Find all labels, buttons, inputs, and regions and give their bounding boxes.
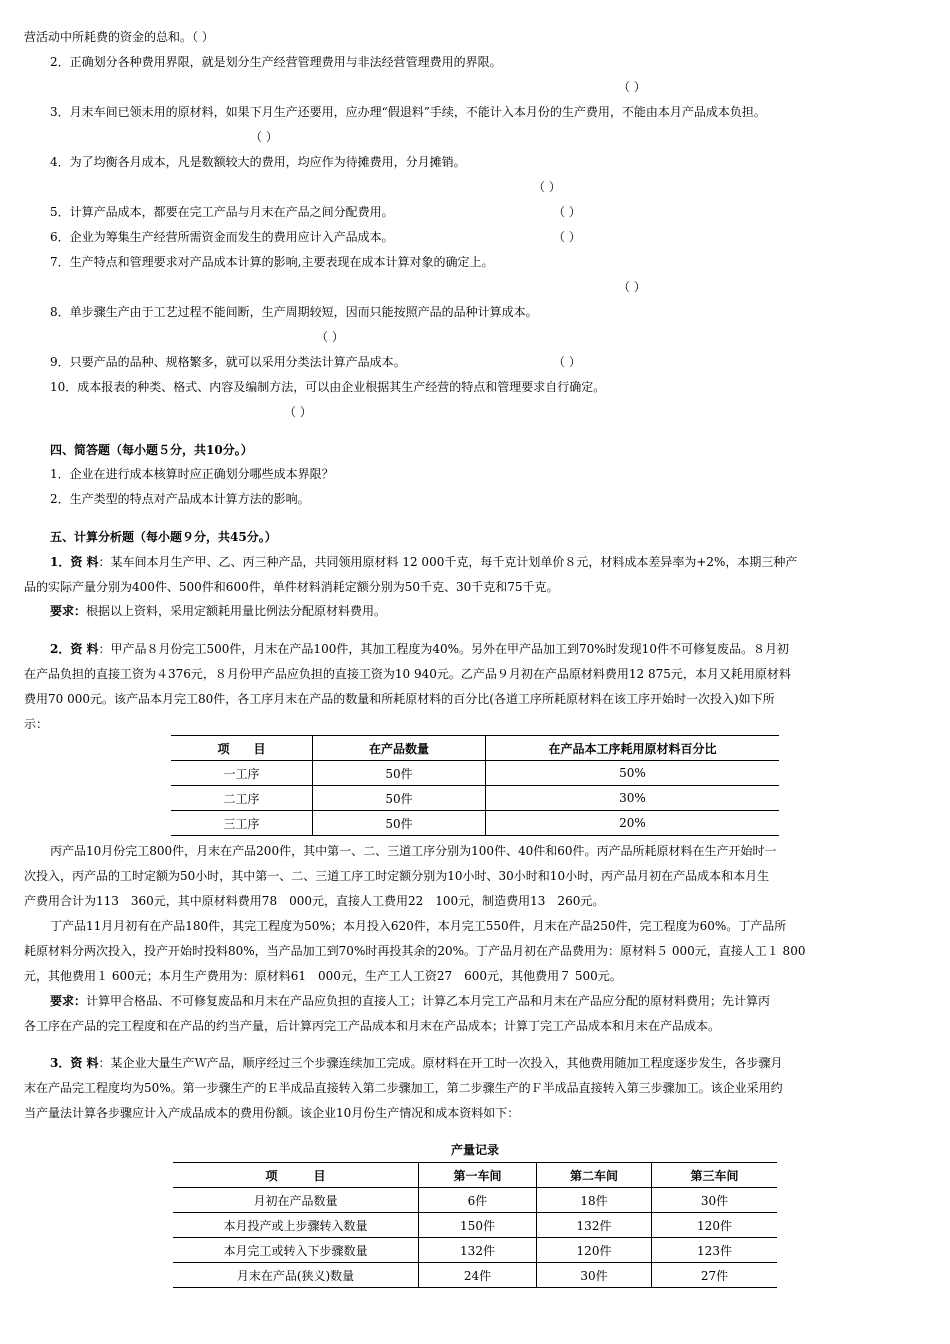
table-row: 一工序 50件 50% xyxy=(171,761,779,786)
judge-item-7-paren: （ ） xyxy=(618,280,646,294)
p3-label: 3．资 料 xyxy=(50,1056,99,1070)
p2-line-2: 在产品负担的直接工资为４376元，８月份甲产品应负担的直接工资为10 940元。乙产品９月初在产品原材料费用12 875元，本月又耗用原材料 xyxy=(24,667,791,681)
short-answer-q2: 2．生产类型的特点对产品成本计算方法的影响。 xyxy=(50,492,310,506)
p1-line-1: 1．资 料：某车间本月生产甲、乙、丙三种产品，共同领用原材料 12 000千克，每千克计划单价８元，材料成本差异率为+2%，本期三种产 xyxy=(50,555,798,569)
judge-item-6: 6．企业为筹集生产经营所需资金而发生的费用应计入产品成本。 xyxy=(50,230,394,244)
wip-material-table xyxy=(171,735,779,836)
judge-item-4-paren: （ ） xyxy=(533,180,561,194)
p3-line-3: 当产量法计算各步骤应计入产成品成本的费用份额。该企业10月份生产情况和成本资料如下： xyxy=(24,1106,520,1120)
table-header: 第二车间 xyxy=(537,1163,652,1188)
table-header: 在产品数量 xyxy=(313,736,486,761)
judge-item-6-paren: （ ） xyxy=(553,230,581,244)
judge-item-9: 9．只要产品的品种、规格繁多，就可以采用分类法计算产品成本。 xyxy=(50,355,406,369)
p2-line-4: 示： xyxy=(24,717,49,731)
judge-item-3: 3．月末车间已领未用的原材料，如果下月生产还要用，应办理“假退料”手续，不能计入本月份的生产费用，不能由本月产品成本负担。 xyxy=(50,105,766,119)
p2-line-3: 费用70 000元。该产品本月完工80件，各工序月末在产品的数量和所耗原材料的百分比(各道工序所耗原材料在该工序开始时一次投入)如下所 xyxy=(24,692,775,706)
table-row: 二工序 50件 30% xyxy=(171,786,779,811)
p2-bing-line-1: 丙产品10月份完工800件，月末在产品200件，其中第一、二、三道工序分别为100件、40件和60件。丙产品所耗原材料在生产开始时一 xyxy=(50,844,777,858)
p1-requirement: 要求：根据以上资料，采用定额耗用量比例法分配原材料费用。 xyxy=(50,604,387,618)
table-header: 第三车间 xyxy=(652,1163,778,1188)
table-header: 项 目 xyxy=(171,736,313,761)
p2-bing-line-2: 次投入，丙产品的工时定额为50小时，其中第一、二、三道工序工时定额分别为10小时、30小时和10小时，丙产品月初在产品成本和本月生 xyxy=(24,869,770,883)
p2-line-1: 2．资 料：甲产品８月份完工500件，月末在产品100件，其加工程度为40%。另外在甲产品加工到70%时发现10件不可修复废品。８月初 xyxy=(50,642,789,656)
table-row: 本月投产或上步骤转入数量 150件 132件 120件 xyxy=(173,1213,777,1238)
judge-item-10: 10．成本报表的种类、格式、内容及编制方法，可以由企业根据其生产经营的特点和管理要求自行确定。 xyxy=(50,380,606,394)
p2-ding-line-2: 耗原材料分两次投入，投产开始时投料80%，当产品加工到70%时再投其余的20%。丁产品月初在产品费用为：原材料５ 000元，直接人工１ 800 xyxy=(24,944,806,958)
judge-item-9-paren: （ ） xyxy=(553,355,581,369)
table-header-row xyxy=(173,1163,777,1188)
p2-bing-line-3: 产费用合计为113 360元，其中原材料费用78 000元，直接人工费用22 100元，制造费用13 260元。 xyxy=(24,894,605,908)
p3-line-1: 3．资 料：某企业大量生产Ｗ产品，顺序经过三个步骤连续加工完成。原材料在开工时一次投入，其他费用随加工程度逐步发生，各步骤月 xyxy=(50,1056,783,1070)
table-header: 在产品本工序耗用原材料百分比 xyxy=(486,736,780,761)
p2-ding-line-3: 元，其他费用１ 600元；本月生产费用为：原材料61 000元，生产工人工资27 600元，其他费用７ 500元。 xyxy=(24,969,622,983)
judge-item-5-paren: （ ） xyxy=(553,205,581,219)
table-row: 月初在产品数量 6件 18件 30件 xyxy=(173,1188,777,1213)
judge-item-2: 2．正确划分各种费用界限，就是划分生产经营管理费用与非法经营管理费用的界限。 xyxy=(50,55,502,69)
judge-item-5: 5．计算产品成本，都要在完工产品与月末在产品之间分配费用。 xyxy=(50,205,394,219)
table-row: 月末在产品(狭义)数量 24件 30件 27件 xyxy=(173,1263,777,1288)
judge-item-8-paren: （ ） xyxy=(316,330,344,344)
production-record-table xyxy=(173,1162,777,1288)
p1-line-2: 品的实际产量分别为400件、500件和600件，单件材料消耗定额分别为50千克、30千克和75千克。 xyxy=(24,580,559,594)
judge-item-8: 8．单步骤生产由于工艺过程不能间断，生产周期较短，因而只能按照产品的品种计算成本。 xyxy=(50,305,538,319)
short-answer-q1: 1．企业在进行成本核算时应正确划分哪些成本界限？ xyxy=(50,467,334,481)
judge-item-7: 7．生产特点和管理要求对产品成本计算的影响,主要表现在成本计算对象的确定上。 xyxy=(50,255,494,269)
judge-item-2-paren: （ ） xyxy=(618,80,646,94)
p3-line-2: 末在产品完工程度均为50%。第一步骤生产的Ｅ半成品直接转入第二步骤加工，第二步骤生产的Ｆ半成品直接转入第三步骤加工。该企业采用约 xyxy=(24,1081,783,1095)
p2-label: 2．资 料 xyxy=(50,642,99,656)
p1-label: 1．资 料 xyxy=(50,555,99,569)
table-header-row xyxy=(171,736,779,761)
table-row: 三工序 50件 20% xyxy=(171,811,779,836)
short-answer-heading: 四、简答题（每小题５分，共10分。） xyxy=(50,443,253,457)
p2-requirement-1: 要求：计算甲合格品、不可修复废品和月末在产品应负担的直接人工；计算乙本月完工产品和月末在产品应分配的原材料费用；先计算丙 xyxy=(50,994,771,1008)
table-row: 本月完工或转入下步骤数量 132件 120件 123件 xyxy=(173,1238,777,1263)
table-header: 第一车间 xyxy=(419,1163,537,1188)
judge-item-3-paren: （ ） xyxy=(250,130,278,144)
p2-ding-line-1: 丁产品11月月初有在产品180件，其完工程度为50%；本月投入620件，本月完工550件，月末在产品250件，完工程度为60%。丁产品所 xyxy=(50,919,787,933)
judge-item-1-tail: 营活动中所耗费的资金的总和。（ ） xyxy=(24,30,214,44)
calc-heading: 五、计算分析题（每小题９分，共45分。） xyxy=(50,530,277,544)
production-table-title: 产量记录 xyxy=(450,1143,499,1157)
table-header: 项 目 xyxy=(173,1163,419,1188)
p2-requirement-2: 各工序在产品的完工程度和在产品的约当产量，后计算丙完工产品成本和月末在产品成本；计算丁完工产品成本和月末在产品成本。 xyxy=(24,1019,721,1033)
judge-item-4: 4．为了均衡各月成本，凡是数额较大的费用，均应作为待摊费用，分月摊销。 xyxy=(50,155,466,169)
judge-item-10-paren: （ ） xyxy=(284,405,312,419)
